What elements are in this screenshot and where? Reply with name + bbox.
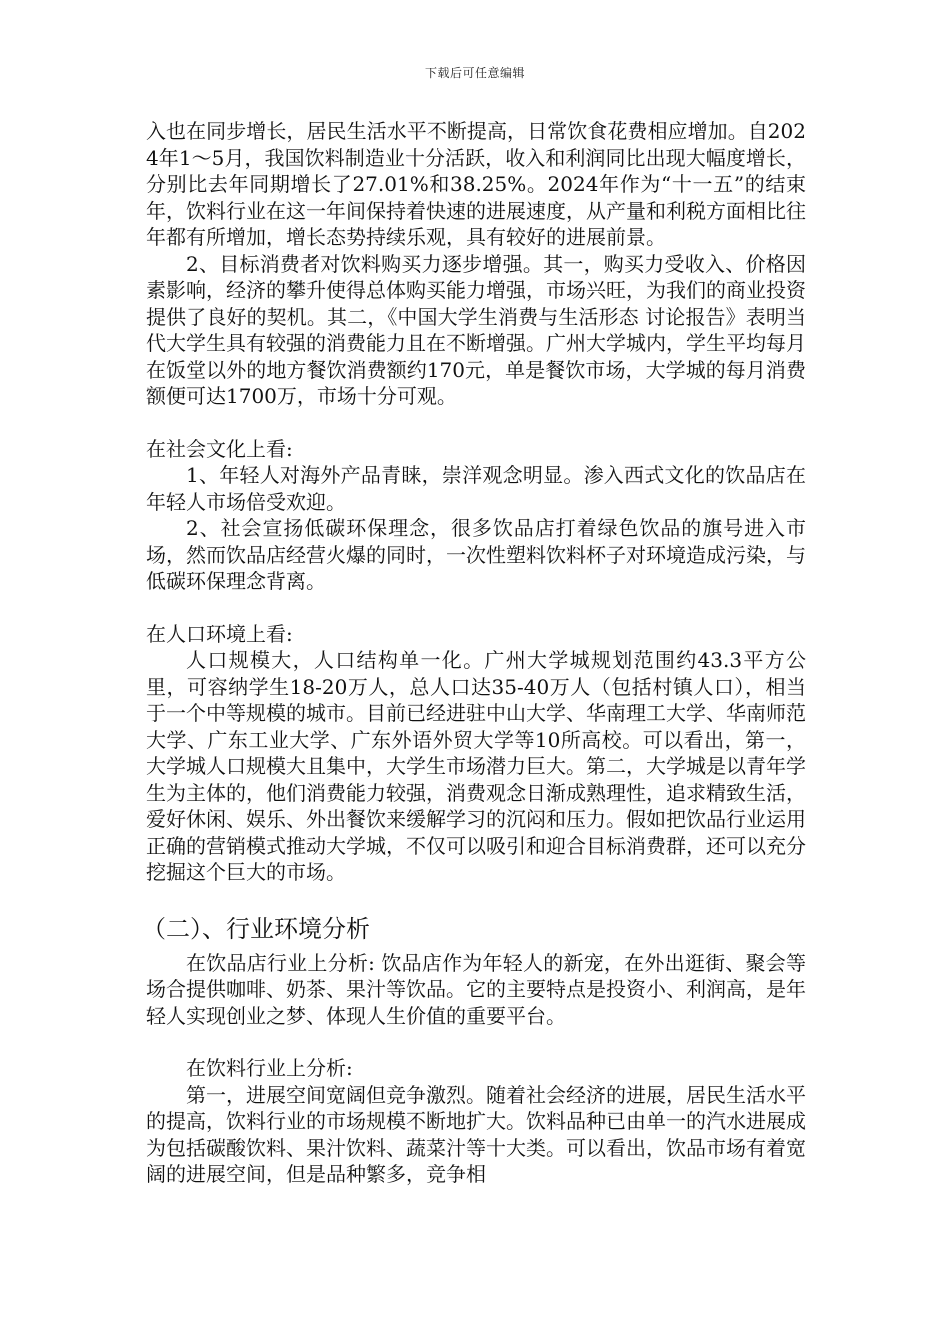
- paragraph-drink-shop-industry: 在饮品店行业上分析: 饮品店作为年轻人的新宠，在外出逛街、聚会等场合提供咖啡、奶茶、果汁等饮品。它的主要特点是投资小、利润高，是年轻人实现创业之梦、体现人生价值的重要平台。: [146, 950, 806, 1028]
- paragraph-income-growth: 入也在同步增长，居民生活水平不断提高，日常饮食花费相应增加。自2024年1～5月，我国饮料制造业十分活跃，收入和利润同比出现大幅度增长，分别比去年同期增长了27.01%和38.25%。2024年作为“十一五”的结束年，饮料行业在这一年间保持着快速的进展速度，从产量和利税方面相比往年都有所增加，增长态势持续乐观，具有较好的进展前景。: [146, 119, 806, 249]
- population-title: 在人口环境上看:: [146, 621, 293, 646]
- paragraph-population: 人口规模大，人口结构单一化。广州大学城规划范围约43.3平方公里，可容纳学生18-20万人，总人口达35-40万人（包括村镇人口），相当于一个中等规模的城市。目前已经进驻中山大学、华南理工大学、华南师范大学、广东工业大学、广东外语外贸大学等10所高校。可以看出，第一，大学城人口规模大且集中，大学生市场潜力巨大。第二，大学城是以青年学生为主体的，他们消费能力较强，消费观念日渐成熟理性，追求精致生活，爱好休闲、娱乐、外出餐饮来缓解学习的沉闷和压力。假如把饮品行业运用正确的营销模式推动大学城，不仅可以吸引和迎合目标消费群，还可以充分挖掘这个巨大的市场。: [146, 648, 806, 884]
- paragraph-foreign-products: 1、年轻人对海外产品青睐，崇洋观念明显。渗入西式文化的饮品店在年轻人市场倍受欢迎。: [146, 463, 806, 514]
- section-heading-industry: （二）、行业环境分析: [142, 914, 370, 943]
- document-body: [142, 118, 806, 1188]
- spacer: [146, 1029, 806, 1055]
- paragraph-purchasing-power: 2、目标消费者对饮料购买力逐步增强。其一，购买力受收入、价格因素影响，经济的攀升使得总体购买能力增强，市场兴旺，为我们的商业投资提供了良好的契机。其二，《中国大学生消费与生活形态 讨论报告》表明当代大学生具有较强的消费能力且在不断增强。广州大学城内，学生平均每月在饭堂以外的地方餐饮消费额约170元，单是餐饮市场，大学城的每月消费额便可达1700万，市场十分可观。: [146, 251, 806, 408]
- spacer: [146, 595, 806, 621]
- spacer: [146, 886, 806, 912]
- paragraph-low-carbon: 2、社会宣扬低碳环保理念，很多饮品店打着绿色饮品的旗号进入市场，然而饮品店经营火爆的同时，一次性塑料饮料杯子对环境造成污染，与低碳环保理念背离。: [146, 516, 806, 593]
- spacer: [146, 410, 806, 436]
- paragraph-beverage-competition: 第一，进展空间宽阔但竞争激烈。随着社会经济的进展，居民生活水平的提高，饮料行业的市场规模不断地扩大。饮料品种已由单一的汽水进展成为包括碳酸饮料、果汁饮料、蔬菜汁等十大类。可以看出，饮品市场有着宽阔的进展空间，但是品种繁多，竞争相: [146, 1082, 806, 1186]
- page-header-note: 下载后可任意编辑: [424, 66, 525, 80]
- social-culture-title: 在社会文化上看:: [146, 436, 293, 461]
- beverage-industry-title: 在饮料行业上分析:: [186, 1056, 353, 1080]
